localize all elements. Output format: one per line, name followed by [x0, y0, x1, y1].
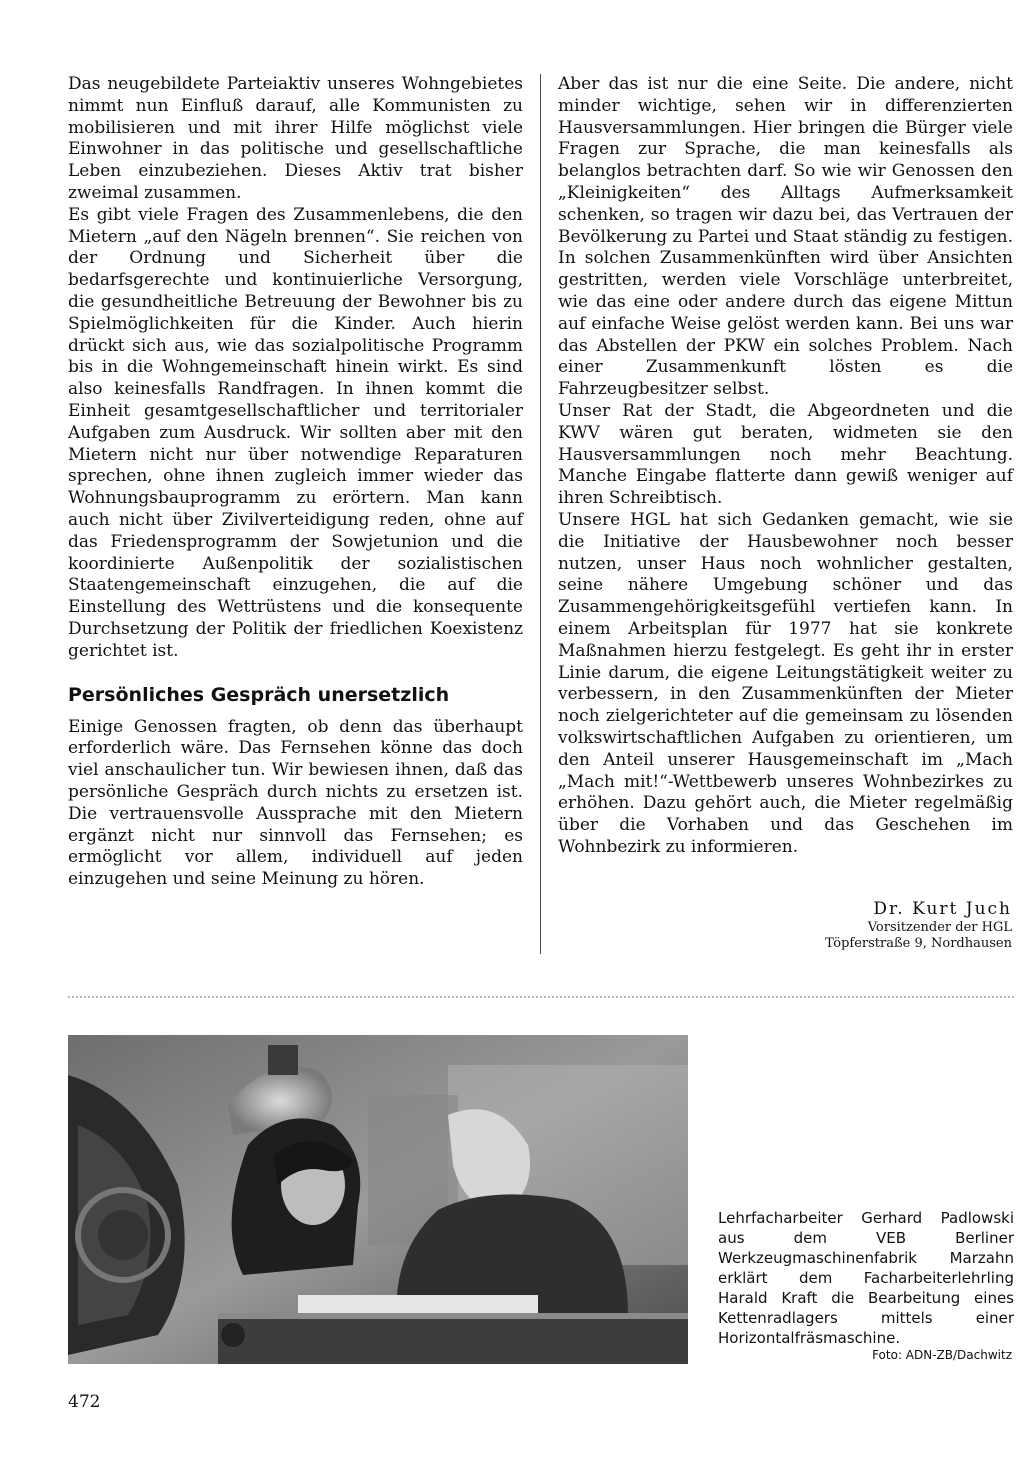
dotted-separator: [68, 996, 1014, 998]
section-heading: Persönliches Gespräch unersetzlich: [68, 683, 450, 706]
paragraph-right-3: Unsere HGL hat sich Gedanken gemacht, wie sie die Initiative der Hausbewohner noch besser nutzen, unser Haus noch wohnlicher gestalten, seine nähere Umgebung schöner und das Zusammengehörigkeitsgefühl vertiefen kann. In einem Arbeitsplan für 1977 hat sie konkrete Maßnahmen hierzu festgelegt. Es geht ihr in erster Linie darum, die eigene Leitungstätigkeit weiter zu verbessern, in den Zusammenkünften der Mieter noch zielgerichteter auf die gemeinsam zu lösenden volkswirtschaftlichen Aufgaben zu orientieren, um den Anteil unserer Hausgemeinschaft im „Mach „Mach mit!“-Wettbewerb unseres Wohnbezirkes zu erhöhen. Dazu gehört auch, die Mieter regelmäßig über die Vorhaben und das Geschehen im Wohnbezirk zu informieren.: [558, 509, 1013, 857]
photo-caption: Lehrfacharbeiter Gerhard Padlowski aus dem VEB Berliner Werkzeugmaschinenfabrik Marzahn erklärt dem Facharbeiterlehrling Harald Kraft die Bearbeitung eines Kettenradlagers mittels einer Horizontalfräsmaschine.: [718, 1209, 1014, 1347]
paragraph-left-3: Einige Genossen fragten, ob denn das überhaupt erforderlich wäre. Das Fernsehen könne das doch viel anschaulicher tun. Wir bewiesen ihnen, daß das persönliche Gespräch durch nichts zu ersetzen ist. Die vertrauensvolle Aussprache mit den Mietern ergänzt nicht nur sinnvoll das Fernsehen; es ermöglicht vor allem, individuell auf jeden einzugehen und seine Meinung zu hören.: [68, 716, 523, 890]
workshop-photo: [68, 1035, 688, 1364]
left-column: [68, 74, 523, 891]
paragraph-left-1: Das neugebildete Parteiaktiv unseres Wohngebietes nimmt nun Einfluß darauf, alle Kommunisten zu mobilisieren und mit ihrer Hilfe möglichst viele Einwohner in das politische und gesellschaftliche Leben einzubeziehen. Dieses Aktiv trat bisher zweimal zusammen.: [68, 74, 523, 203]
signature-block: [825, 898, 1012, 952]
page-number: 472: [68, 1392, 101, 1412]
paragraph-left-2: Es gibt viele Fragen des Zusammenlebens, die den Mietern „auf den Nägeln brennen“. Sie reichen von der Ordnung und Sicherheit über die bedarfsgerechte und kontinuierliche Versorgung, die gesundheitliche Betreuung der Bewohner bis zu Spielmöglichkeiten für die Kinder. Auch hierin drückt sich aus, wie das sozialpolitische Programm bis in die Wohngemeinschaft hinein wirkt. Es sind also keinesfalls Randfragen. In ihnen kommt die Einheit gesamtgesellschaftlicher und territorialer Aufgaben zum Ausdruck. Wir sollten aber mit den Mietern nicht nur über notwendige Reparaturen sprechen, ohne ihnen zugleich immer wieder das Wohnungsbauprogramm zu erörtern. Man kann auch nicht über Zivilverteidigung reden, ohne auf das Friedensprogramm der Sowjetunion und die koordinierte Außenpolitik der sozialistischen Staatengemeinschaft einzugehen, die auf die Einstellung des Wettrüstens und die konsequente Durchsetzung der Politik der friedlichen Koexistenz gerichtet ist.: [68, 204, 523, 661]
photo-illustration: [68, 1035, 688, 1364]
photo-credit: Foto: ADN-ZB/Dachwitz: [872, 1348, 1012, 1362]
paragraph-right-1: Aber das ist nur die eine Seite. Die andere, nicht minder wichtige, sehen wir in differenzierten Hausversammlungen. Hier bringen die Bürger viele Fragen zur Sprache, die man keinesfalls als belanglos betrachten darf. So wie wir Genossen den „Kleinigkeiten“ des Alltags Aufmerksamkeit schenken, so tragen wir dazu bei, das Vertrauen der Bevölkerung zu Partei und Staat ständig zu festigen. In solchen Zusammenkünften wird über Ansichten gestritten, werden viele Vorschläge unterbreitet, wie das eine oder andere durch das eigene Mittun auf einfache Weise gelöst werden kann. Bei uns war das Abstellen der PKW ein solches Problem. Nach einer Zusammenkunft lösten es die Fahrzeugbesitzer selbst.: [558, 74, 1013, 400]
author-address: Töpferstraße 9, Nordhausen: [825, 936, 1012, 951]
paragraph-right-2: Unser Rat der Stadt, die Abgeordneten und die KWV wären gut beraten, widmeten sie den Hausversammlungen noch mehr Beachtung. Manche Eingabe flatterte dann gewiß weniger auf ihren Schreibtisch.: [558, 400, 1013, 509]
author-role: Vorsitzender der HGL: [867, 920, 1012, 935]
column-divider: [540, 74, 541, 954]
author-name: Dr. Kurt Juch: [873, 899, 1012, 919]
right-column: [558, 74, 1013, 859]
